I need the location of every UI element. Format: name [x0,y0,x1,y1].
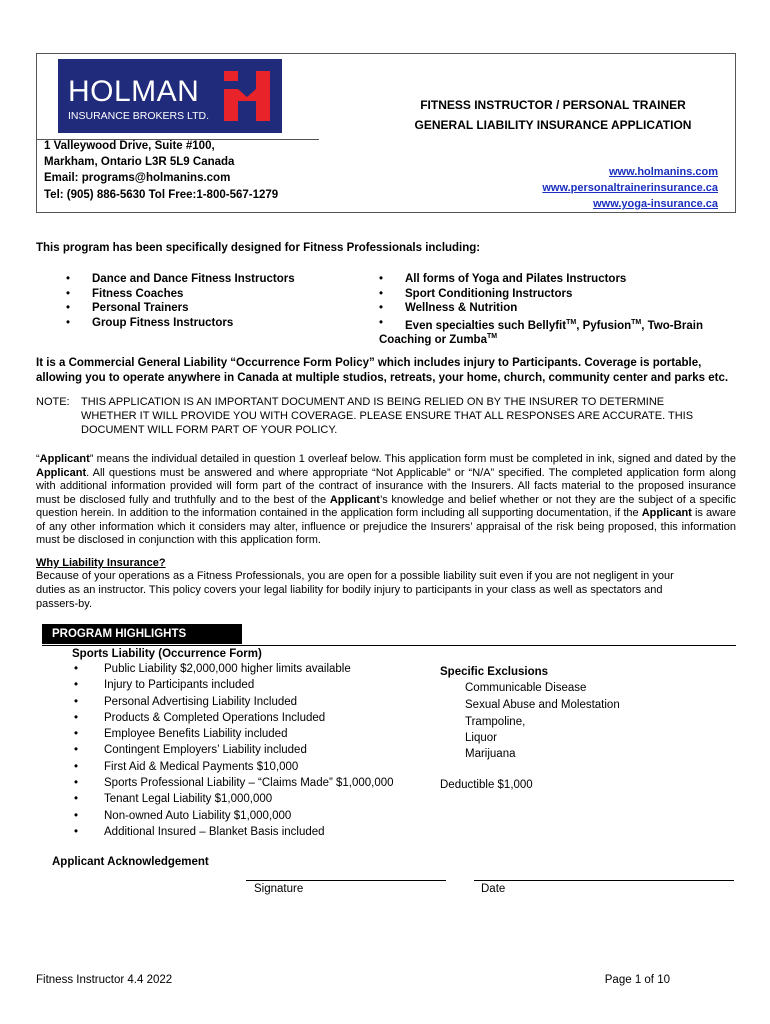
exclusion-item: Communicable Disease [465,682,587,694]
list-item: • Non-owned Auto Liability $1,000,000 [104,808,394,824]
list-item: • Personal Trainers [66,302,189,314]
exclusions-heading: Specific Exclusions [440,666,549,678]
date-line[interactable] [474,880,734,881]
note-line: THIS APPLICATION IS AN IMPORTANT DOCUMENT AND IS BEING RELIED ON BY THE INSURER TO DETERMINE [81,396,665,408]
bullet-icon: • [74,744,79,757]
link-yoga-insurance[interactable]: www.yoga-insurance.ca [593,198,718,210]
signature-label: Signature [254,883,304,895]
bullet-icon: • [66,287,71,300]
why-line: passers-by. [36,598,93,610]
bullet-icon: • [74,679,79,692]
list-item: • Fitness Coaches [66,287,184,300]
address-line: 1 Valleywood Drive, Suite #100, [44,140,215,152]
holman-logo [58,59,282,133]
list-item: • Contingent Employers’ Liability included [104,742,394,758]
date-label: Date [481,883,506,895]
bullet-icon: • [74,809,79,822]
bullet-icon: • [379,287,384,300]
list-item: • Products & Completed Operations Included [104,710,394,726]
highlights-rule [42,645,736,646]
policy-line-1: It is a Commercial General Liability “Occurrence Form Policy” which includes injury to Participants. Coverage is portable, [36,357,702,369]
exclusion-item: Sexual Abuse and Molestation [465,699,620,711]
bullet-icon: • [74,695,79,708]
program-highlights-bar: PROGRAM HIGHLIGHTS [42,624,242,644]
email-line: Email: programs@holmanins.com [44,172,231,184]
list-item: • Group Fitness Instructors [66,316,234,329]
list-item: • All forms of Yoga and Pilates Instructors [379,273,627,285]
bullet-icon: • [74,825,79,838]
exclusion-item: Marijuana [465,748,516,760]
bullet-icon: • [66,302,71,314]
bullet-icon: • [74,793,79,806]
list-item: • Sport Conditioning Instructors [379,287,573,300]
note-line: DOCUMENT WILL FORM PART OF YOUR POLICY. [81,424,338,436]
why-heading: Why Liability Insurance? [36,557,166,569]
list-item: • Additional Insured – Blanket Basis included [104,824,394,840]
list-item: • Dance and Dance Fitness Instructors [66,273,295,285]
bullet-icon: • [74,760,79,773]
deductible-text: Deductible $1,000 [440,779,533,791]
why-line: Because of your operations as a Fitness Professionals, you are open for a possible liability suit even if you are not negligent in your [36,570,674,582]
specialties-continued: Coaching or Zumba™ [379,333,498,346]
list-item: • Tenant Legal Liability $1,000,000 [104,791,394,807]
acknowledgement-heading: Applicant Acknowledgement [52,856,209,868]
note-line: WHETHER IT WILL PROVIDE YOU WITH COVERAGE. PLEASE ENSURE THAT ALL RESPONSES ARE ACCURATE. THIS [81,410,694,422]
note-label: NOTE: [36,396,70,408]
footer-form-version: Fitness Instructor 4.4 2022 [36,974,173,986]
applicant-paragraph: “Applicant” means the individual detailed in question 1 overleaf below. This application form must be completed in ink, signed and dated by the Applicant. All questions must be answered and where appropriate “Not Applicable” or “N/A” specified. The completed application form along with additional information provided will form part of the contract of insurance with the Insurers. All facts material to the proposed insurance must be disclosed fully and truthfully and to the best of the Applicant’s knowledge and belief whether or not they are the subject of a specific question herein. In addition to the information contained in the application form including all supporting documentation, if the Applicant is aware of any other information which it considers may alter, influence or prejudice the Insurers’ appraisal of the risk being proposed, this information must be disclosed in conjunction with this application form. [36,453,737,546]
phone-line: Tel: (905) 886-5630 Tol Free:1-800-567-1279 [44,189,279,201]
why-line: duties as an instructor. This policy covers your legal liability for bodily injury to participants in your class as well as spectators and [36,584,663,596]
professions-right-list [379,272,704,333]
bullet-icon: • [379,273,384,285]
list-item: • Even specialties such Bellyfit™, Pyfusion™, Two-Brain [379,316,704,332]
bullet-icon: • [379,302,384,314]
form-title-line-1: FITNESS INSTRUCTOR / PERSONAL TRAINER [420,98,686,112]
logo-name: HOLMAN [68,75,200,108]
holman-h-mark-icon [220,67,274,125]
bullet-icon: • [74,777,79,790]
list-item: • Injury to Participants included [104,677,394,693]
list-item: • Employee Benefits Liability included [104,726,394,742]
list-item: • First Aid & Medical Payments $10,000 [104,759,394,775]
bullet-icon: • [379,316,384,329]
address-line: Markham, Ontario L3R 5L9 Canada [44,156,235,168]
form-title-line-2: GENERAL LIABILITY INSURANCE APPLICATION [414,118,692,132]
bullet-icon: • [74,663,79,675]
professions-left-list [66,272,295,330]
policy-line-2: allowing you to operate anywhere in Canada at multiple studios, retreats, your home, church, community center and parks etc. [36,372,729,384]
bullet-icon: • [74,728,79,741]
intro-text: This program has been specifically designed for Fitness Professionals including: [36,242,481,254]
coverage-list [74,661,394,840]
link-personaltrainerinsurance[interactable]: www.personaltrainerinsurance.ca [542,182,718,194]
list-item: • Wellness & Nutrition [379,302,518,314]
exclusion-item: Liquor [465,732,497,744]
logo-subtitle: INSURANCE BROKERS LTD. [68,110,209,122]
link-holmanins[interactable]: www.holmanins.com [609,166,718,178]
list-item: • Public Liability $2,000,000 higher limits available [104,661,394,677]
bullet-icon: • [66,316,71,329]
list-item: • Personal Advertising Liability Included [104,694,394,710]
signature-line[interactable] [246,880,446,881]
bullet-icon: • [66,273,71,285]
list-item: • Sports Professional Liability – “Claims Made” $1,000,000 [104,775,394,791]
footer-page-number: Page 1 of 10 [604,974,670,986]
exclusion-item: Trampoline, [465,716,526,728]
sports-liability-heading: Sports Liability (Occurrence Form) [72,648,262,660]
bullet-icon: • [74,711,79,724]
